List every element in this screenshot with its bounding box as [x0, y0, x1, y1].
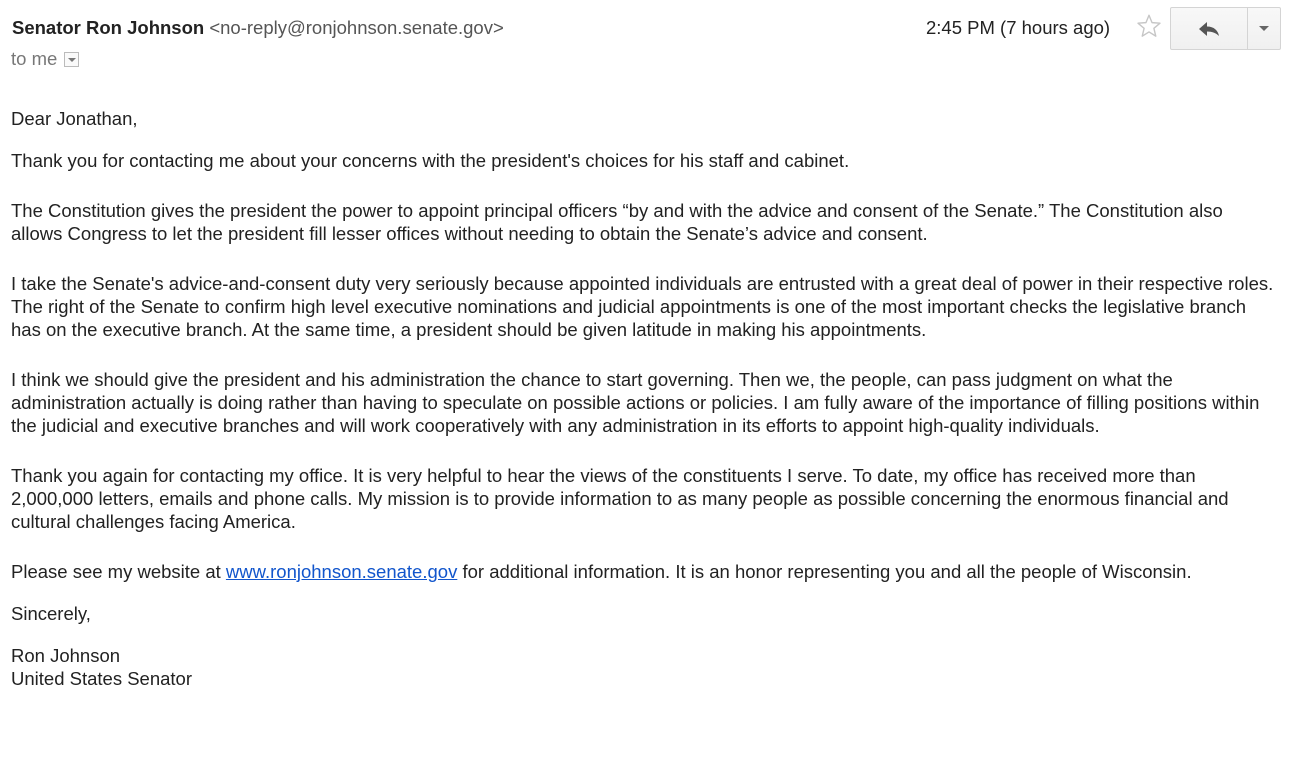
more-actions-button[interactable] [1248, 8, 1280, 49]
greeting: Dear Jonathan, [11, 108, 138, 129]
message-actions [1170, 7, 1281, 50]
signature-title: United States Senator [11, 668, 192, 689]
reply-icon [1198, 21, 1220, 37]
message-header [0, 0, 1293, 80]
paragraph-governing: I think we should give the president and his administration the chance to start governing. Then we, the people, can pass judgment on what the administration actually is doing rather than having to speculate on possible actions or policies. I am fully aware of the importance of filling positions within the judicial and executive branches and will work cooperatively with any administration in its efforts to appoint high-quality individuals. [11, 369, 1260, 436]
closing: Sincerely, [11, 603, 91, 624]
paragraph-advice-consent: I take the Senate's advice-and-consent duty very seriously because appointed individuals are entrusted with a great deal of power in their respective roles. The right of the Senate to confirm high level executive nominations and judicial appointments is one of the most important checks the legislative branch has on the executive branch. At the same time, a president should be given latitude in making his appointments. [11, 273, 1274, 340]
sender-email: <no-reply@ronjohnson.senate.gov> [209, 17, 504, 38]
show-details-chevron-down-icon[interactable] [64, 52, 79, 67]
website-link[interactable]: www.ronjohnson.senate.gov [225, 561, 458, 582]
star-icon[interactable] [1135, 12, 1163, 40]
reply-button[interactable] [1171, 8, 1248, 49]
sender-name[interactable]: Senator Ron Johnson [12, 17, 205, 38]
recipient-label: to me [11, 48, 58, 69]
chevron-down-icon [1259, 26, 1269, 31]
sender-line [12, 17, 504, 39]
paragraph-constitution: The Constitution gives the president the power to appoint principal officers “by and with the advice and consent of the Senate.” The Constitution also allows Congress to let the president fill lesser offices without needing to obtain the Senate’s advice and consent. [11, 200, 1223, 244]
recipient-line [11, 48, 79, 70]
website-prefix: Please see my website at [11, 561, 226, 582]
website-suffix: for additional information. It is an honor representing you and all the people of Wisconsin. [457, 561, 1192, 582]
signature-name: Ron Johnson [11, 645, 121, 666]
paragraph-thanks: Thank you for contacting me about your concerns with the president's choices for his staff and cabinet. [11, 150, 850, 171]
message-body [11, 107, 1276, 690]
message-timestamp: 2:45 PM (7 hours ago) [926, 17, 1111, 38]
paragraph-website [11, 560, 1276, 583]
paragraph-contact-office: Thank you again for contacting my office. It is very helpful to hear the views of the constituents I serve. To date, my office has received more than 2,000,000 letters, emails and phone calls. My mission is to provide information to as many people as possible concerning the enormous financial and cultural challenges facing America. [11, 465, 1229, 532]
